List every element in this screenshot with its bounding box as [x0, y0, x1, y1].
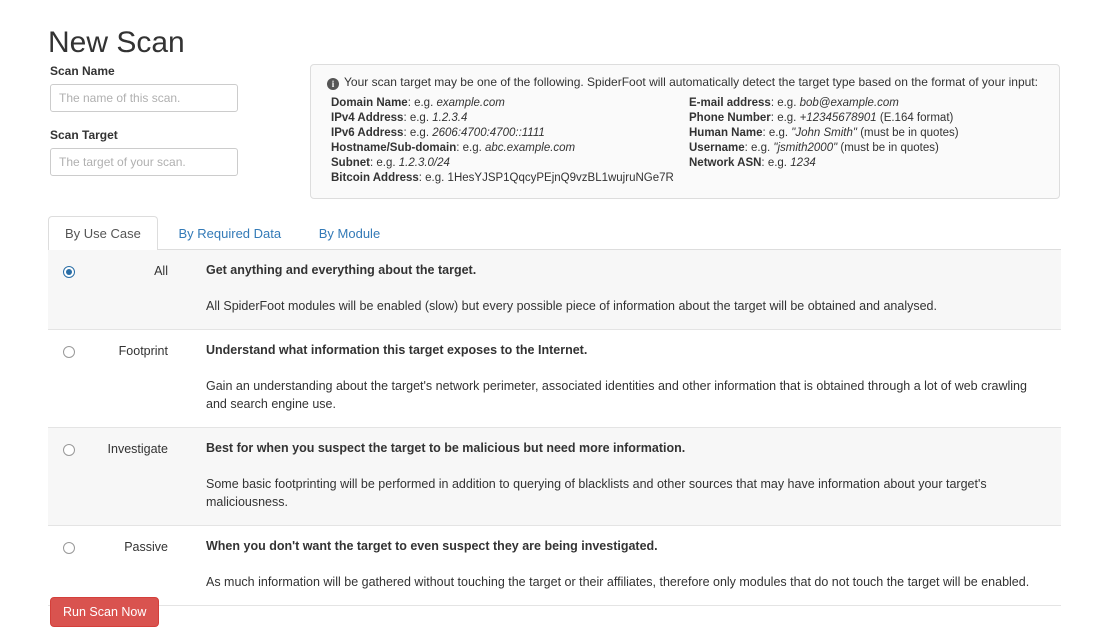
info-item: Subnet: e.g. 1.2.3.0/24 [331, 157, 450, 169]
use-case-text-footprint [168, 342, 1061, 413]
use-case-title: When you don't want the target to even suspect they are being investigated. [206, 539, 658, 553]
scan-name-label: Scan Name [50, 64, 115, 78]
use-case-name-passive: Passive [124, 540, 168, 554]
use-case-text-all [168, 262, 1061, 315]
use-case-title: Best for when you suspect the target to be malicious but need more information. [206, 441, 686, 455]
info-heading-text: Your scan target may be one of the following. SpiderFoot will automatically detect the target type based on the format of your input: [344, 75, 1038, 89]
info-heading-row [323, 75, 1047, 90]
info-item-eg: e.g. [409, 112, 430, 124]
use-case-name-footprint: Footprint [118, 344, 168, 358]
use-case-list [48, 250, 1061, 606]
info-item-label: Bitcoin Address [331, 172, 419, 184]
info-item-example: example.com [436, 97, 505, 109]
info-item-example: abc.example.com [485, 142, 576, 154]
use-case-title: Understand what information this target exposes to the Internet. [206, 343, 588, 357]
use-case-radio-all[interactable] [63, 266, 75, 278]
info-item-label: IPv6 Address [331, 127, 404, 139]
info-item-label: IPv4 Address [331, 112, 404, 124]
info-item-eg: e.g. [777, 97, 797, 109]
page-title: New Scan [48, 26, 185, 60]
info-item-example: 1.2.3.4 [432, 112, 468, 124]
info-item: Domain Name: e.g. example.com [331, 97, 505, 109]
info-item: Phone Number: e.g. +12345678901 (E.164 format) [689, 112, 954, 124]
info-item: Bitcoin Address: e.g. 1HesYJSP1QqcyPEjnQ9vzBL1wujruNGe7R [331, 172, 674, 184]
info-item: Hostname/Sub-domain: e.g. abc.example.com [331, 142, 576, 154]
use-case-name-all: All [154, 264, 168, 278]
use-case-row-investigate[interactable] [48, 428, 1061, 526]
info-item-label: Phone Number [689, 112, 771, 124]
use-case-radio-investigate[interactable] [63, 444, 75, 456]
info-item-eg: e.g. [768, 127, 789, 139]
info-column-left [331, 96, 689, 186]
info-item: IPv4 Address: e.g. 1.2.3.4 [331, 112, 468, 124]
use-case-description: Some basic footprinting will be performed in addition to querying of blacklists and other sources that may have information about your target's maliciousness. [206, 477, 987, 509]
info-item: IPv6 Address: e.g. 2606:4700:4700::1111 [331, 127, 545, 139]
scan-name-input[interactable] [50, 84, 238, 112]
info-item-eg: e.g. [425, 172, 445, 184]
use-case-description: As much information will be gathered without touching the target or their affiliates, therefore only modules that do not touch the target will be enabled. [206, 575, 1030, 589]
info-item-label: Hostname/Sub-domain [331, 142, 457, 154]
use-case-radio-cell [48, 262, 90, 278]
use-case-radio-passive[interactable] [63, 542, 75, 554]
info-item-example: "jsmith2000" [773, 142, 838, 154]
use-case-description: All SpiderFoot modules will be enabled (slow) but every possible piece of information about the target will be obtained and analysed. [206, 299, 937, 313]
info-item: E-mail address: e.g. bob@example.com [689, 97, 899, 109]
use-case-row-passive[interactable] [48, 526, 1061, 606]
info-item-label: Network ASN [689, 157, 762, 169]
info-item-eg: e.g. [462, 142, 482, 154]
use-case-radio-cell [48, 538, 90, 554]
info-item-eg: e.g. [767, 157, 787, 169]
scan-target-input[interactable] [50, 148, 238, 176]
info-item: Network ASN: e.g. 1234 [689, 157, 816, 169]
use-case-description: Gain an understanding about the target's network perimeter, associated identities and other information that is obtained through a lot of web crawling and search engine use. [206, 379, 1027, 411]
tab-by-module[interactable]: By Module [318, 226, 381, 241]
info-item-eg: e.g. [409, 127, 430, 139]
info-icon: i [327, 78, 339, 90]
use-case-row-all[interactable] [48, 250, 1061, 330]
info-item-eg: e.g. [777, 112, 797, 124]
scan-target-label: Scan Target [50, 128, 118, 142]
target-type-info-panel [310, 64, 1060, 199]
info-item-example: 1.2.3.0/24 [398, 157, 450, 169]
info-item-label: Human Name [689, 127, 763, 139]
info-item-example: 1234 [790, 157, 816, 169]
info-column-right [689, 96, 1047, 186]
scan-form [50, 64, 290, 176]
info-item-label: E-mail address [689, 97, 771, 109]
info-item-label: Subnet [331, 157, 370, 169]
info-item-example: +12345678901 [799, 112, 877, 124]
info-item-example: bob@example.com [799, 97, 899, 109]
info-item-label: Username [689, 142, 745, 154]
use-case-text-passive [168, 538, 1061, 591]
tab-by-required-data[interactable]: By Required Data [178, 226, 282, 241]
info-item-note: (E.164 format) [879, 112, 954, 124]
info-item-note: (must be in quotes) [840, 142, 939, 154]
run-scan-button[interactable]: Run Scan Now [50, 597, 159, 627]
use-case-radio-cell [48, 440, 90, 456]
use-case-radio-cell [48, 342, 90, 358]
use-case-name-investigate: Investigate [107, 442, 168, 456]
info-item-example: "John Smith" [791, 127, 857, 139]
scan-config-tabs [48, 215, 1061, 250]
info-item-label: Domain Name [331, 97, 408, 109]
info-item-example: 2606:4700:4700::1111 [432, 127, 545, 139]
use-case-text-investigate [168, 440, 1061, 511]
info-item-eg: e.g. [376, 157, 396, 169]
use-case-radio-footprint[interactable] [63, 346, 75, 358]
tab-by-use-case[interactable]: By Use Case [48, 216, 158, 251]
info-item: Human Name: e.g. "John Smith" (must be in quotes) [689, 127, 959, 139]
info-item-eg: e.g. [414, 97, 434, 109]
use-case-row-footprint[interactable] [48, 330, 1061, 428]
info-item: Username: e.g. "jsmith2000" (must be in quotes) [689, 142, 939, 154]
info-item-note: (must be in quotes) [860, 127, 959, 139]
use-case-title: Get anything and everything about the target. [206, 263, 477, 277]
info-item-eg: e.g. [751, 142, 771, 154]
info-item-example: 1HesYJSP1QqcyPEjnQ9vzBL1wujruNGe7R [447, 172, 674, 184]
